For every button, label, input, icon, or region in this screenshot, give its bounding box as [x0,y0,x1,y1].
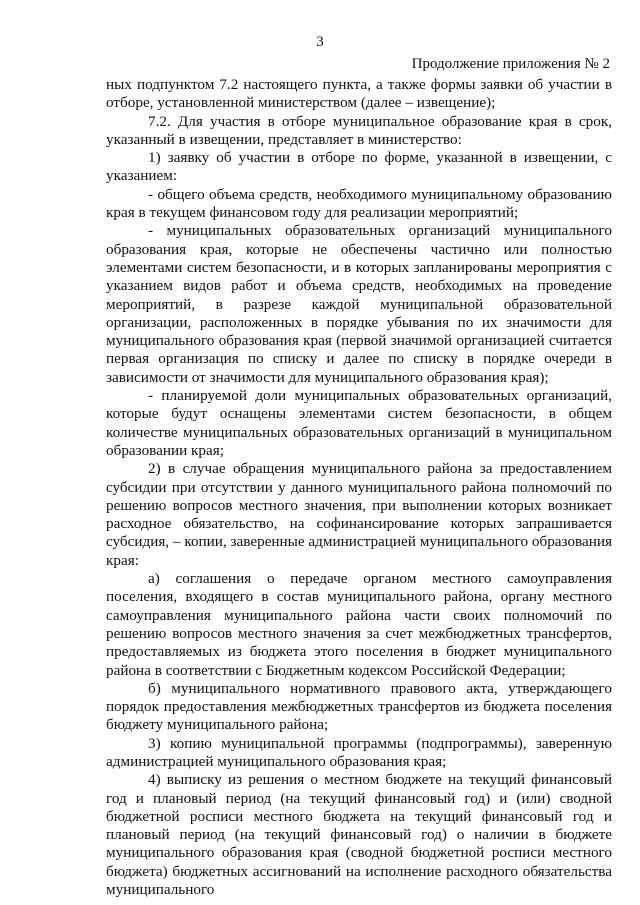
paragraph: 4) выписку из решения о местном бюджете на текущий финансовый год и плановый период (на текущий финансовый год) и (или) сводной бюджетной росписи местного бюджета на текущий финансовый год и плановый период (на текущий финансовый год) о наличии в бюджете муниципального образования края (сводной бюджетной росписи местного бюджета) бюджетных ассигнований на исполнение расходного обязательства муниципального [106,771,612,899]
paragraph: б) муниципального нормативного правового акта, утверждающего порядок предоставления межбюджетных трансфертов из бюджета поселения бюджету муниципального района; [106,679,612,734]
paragraph: ных подпунктом 7.2 настоящего пункта, а также формы заявки об участии в отборе, установленной министерством (далее – извещение); [106,76,612,112]
document-body [106,76,612,899]
paragraph: 2) в случае обращения муниципального района за предоставлением субсидии при отсутствии у данного муниципального района полномочий по решению вопросов местного значения, при выполнении которых возникает расходное обязательство, на софинансирование которых запрашивается субсидия, – копии, заверенные администрацией муниципального образования края: [106,460,613,569]
paragraph: 7.2. Для участия в отборе муниципальное образование края в срок, указанный в извещении, представляет в министерство: [106,112,612,148]
paragraph: - муниципальных образовательных организаций муниципального образования края, которые не обеспечены частично или полностью элементами систем безопасности, и в которых запланированы мероприятия с указанием видов работ и объема средств, необходимых на проведение мероприятий, в разрезе каждой муниципальной образовательной организации, расположенных в порядке убывания по их значимости для муниципального образования края (первой значимой организацией считается первая организация по списку и далее по списку в порядке очереди в зависимости от значимости для муниципального образования края); [106,222,612,386]
paragraph: 3) копию муниципальной программы (подпрограммы), заверенную администрацией муниципального образования края; [106,734,612,770]
page-number: 3 [316,34,324,50]
paragraph: - планируемой доли муниципальных образовательных организаций, которые будут оснащены элементами систем безопасности, в общем количестве муниципальных образовательных организаций в муниципальном образовании края; [106,387,612,459]
paragraph: 1) заявку об участии в отборе по форме, указанной в извещении, с указанием: [106,149,612,185]
paragraph: а) соглашения о передаче органом местного самоуправления поселения, входящего в состав муниципального района, органу местного самоуправления муниципального района части своих полномочий по решению вопросов местного значения за счет межбюджетных трансфертов, предоставляемых из бюджета этого поселения в бюджет муниципального района в соответствии с Бюджетным кодексом Российской Федерации; [106,570,612,679]
appendix-continuation-note: Продолжение приложения № 2 [411,56,610,72]
paragraph: - общего объема средств, необходимого муниципальному образованию края в текущем финансовом году для реализации мероприятий; [106,185,612,222]
